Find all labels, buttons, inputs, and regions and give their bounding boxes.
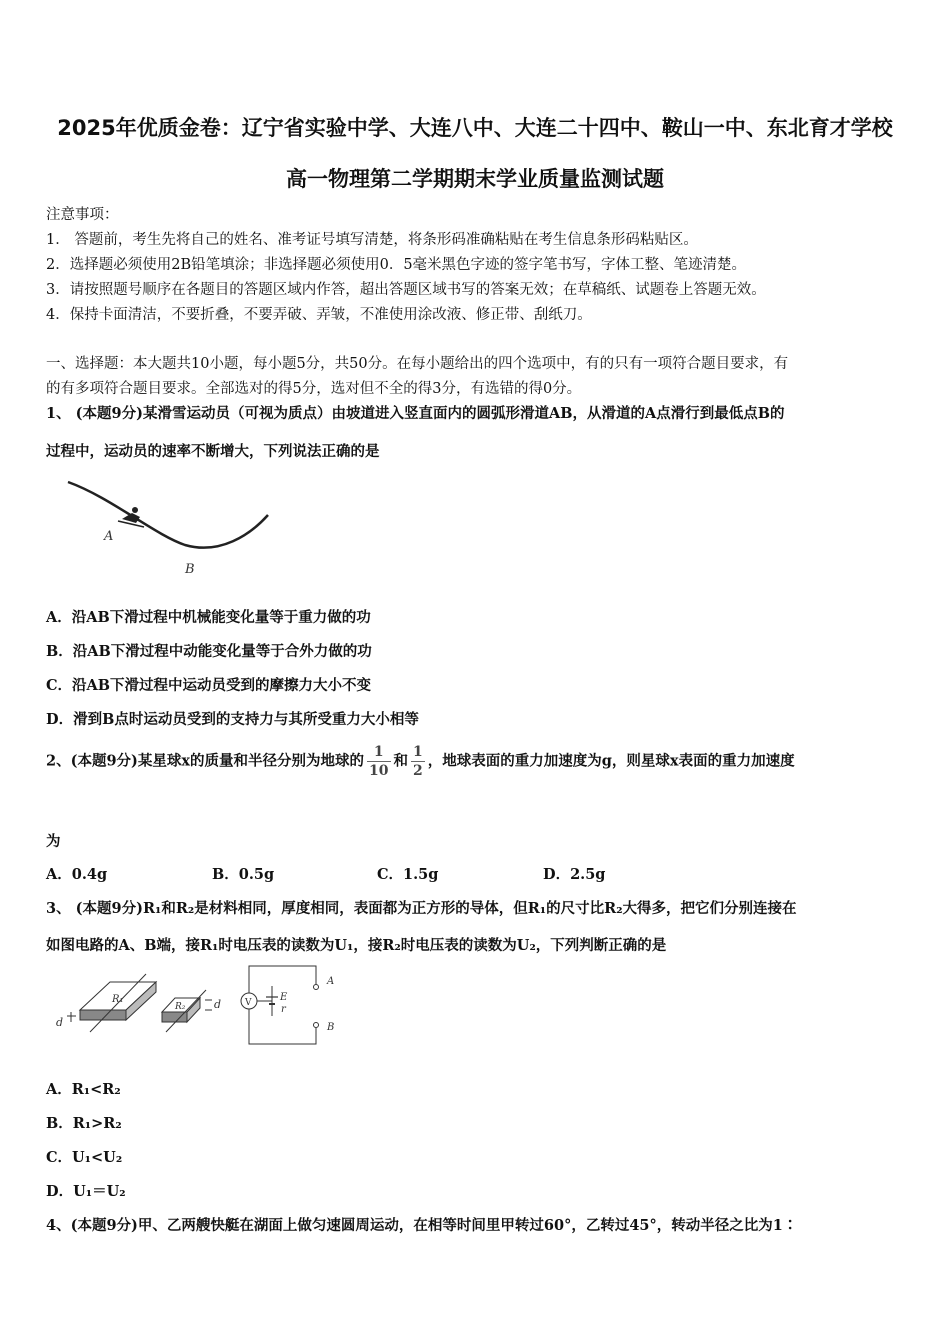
q2-frac1-den: 10 [369,763,389,779]
emf-label: E [280,992,288,1003]
exam-title-line1: 2025年优质金卷：辽宁省实验中学、大连八中、大连二十四中、鞍山一中、东北育才学校 [57,116,893,140]
q2-stem-line2: 为 [46,833,61,850]
notice-heading: 注意事项： [46,207,119,223]
q2-fraction-radius [411,743,425,780]
q1-option-d[interactable]: D．滑到B点时运动员受到的支持力与其所受重力大小相等 [46,711,419,728]
r1-conductor [80,974,156,1032]
q1-option-a[interactable]: A．沿AB下滑过程中机械能变化量等于重力做的功 [46,609,371,626]
q3-stem-line2: 如图电路的A、B端，接R₁时电压表的读数为U₁，接R₂时电压表的读数为U₂，下列判断正确的是 [46,937,667,954]
q2-option-b[interactable]: B．0.5g [212,866,275,883]
q2-frac2-num: 1 [413,744,423,760]
notice-item-1: 1． 答题前，考生先将自己的姓名、准考证号填写清楚，将条形码准确粘贴在考生信息条形码粘贴区。 [46,232,698,248]
q1-label-b: B [185,562,195,577]
q2-option-d[interactable]: D．2.5g [543,866,606,883]
exam-title-line2: 高一物理第二学期期末学业质量监测试题 [286,167,664,191]
section1-intro-line2: 的有多项符合题目要求。全部选对的得5分，选对但不全的得3分，有选错的得0分。 [46,381,582,397]
q1-stem-line1: 1、 (本题9分)某滑雪运动员（可视为质点）由坡道进入竖直面内的圆弧形滑道AB，从滑道的A点滑行到最低点B的 [46,405,785,422]
terminal-a [314,985,319,990]
terminal-b-label: B [327,1022,335,1033]
r1-label: R₁ [112,994,124,1005]
q1-ski-slope-figure [60,475,280,580]
q1-stem-line2: 过程中，运动员的速率不断增大，下列说法正确的是 [46,443,380,460]
notice-item-3: 3．请按照题号顺序在各题目的答题区域内作答，超出答题区域书写的答案无效；在草稿纸、试题卷上答题无效。 [46,282,766,298]
section1-intro-line1: 一、选择题：本大题共10小题，每小题5分，共50分。在每小题给出的四个选项中，有的只有一项符合题目要求，有 [46,356,789,372]
voltmeter-label: V [245,998,252,1008]
internal-resistance-label: r [281,1004,286,1015]
d1-label: d [56,1016,64,1029]
q2-frac1-num: 1 [367,743,390,762]
q3-stem-line1: 3、 (本题9分)R₁和R₂是材料相同，厚度相同，表面都为正方形的导体，但R₁的尺寸比R₂大得多，把它们分别连接在 [46,900,797,917]
q2-fraction-mass [367,743,390,780]
q3-option-b[interactable]: B．R₁>R₂ [46,1115,122,1132]
q1-option-b[interactable]: B．沿AB下滑过程中动能变化量等于合外力做的功 [46,643,372,660]
q3-option-a[interactable]: A．R₁<R₂ [46,1081,121,1098]
r2-label: R₂ [175,1002,186,1012]
q3-conductor-circuit-figure [50,960,350,1050]
q3-option-c[interactable]: C．U₁<U₂ [46,1149,123,1166]
q2-and: 和 [393,752,409,770]
q2-stem-prefix: 2、(本题9分)某星球x的质量和半径分别为地球的 [46,752,365,770]
notice-item-4: 4．保持卡面清洁，不要折叠，不要弄破、弄皱，不准使用涂改液、修正带、刮纸刀。 [46,307,592,323]
d2-label: d [214,998,222,1011]
q2-frac2-den: 2 [413,763,423,779]
q2-stem-line1 [46,743,795,780]
notice-item-2: 2．选择题必须使用2B铅笔填涂；非选择题必须使用0．5毫米黑色字迹的签字笔书写，字体工整、笔迹清楚。 [46,257,747,273]
q2-option-c[interactable]: C．1.5g [377,866,439,883]
q1-option-c[interactable]: C．沿AB下滑过程中运动员受到的摩擦力大小不变 [46,677,372,694]
q1-label-a: A [104,529,114,544]
circuit-diagram [241,966,334,1044]
q2-stem-suffix: ，地球表面的重力加速度为g，则星球x表面的重力加速度 [427,752,795,770]
q2-option-a[interactable]: A．0.4g [46,866,108,883]
terminal-b [314,1023,319,1028]
r2-conductor [162,990,206,1032]
q4-stem-line1: 4、(本题9分)甲、乙两艘快艇在湖面上做匀速圆周运动，在相等时间里甲转过60°，乙转过45°，转动半径之比为1∶ [46,1217,798,1234]
q3-option-d[interactable]: D．U₁＝U₂ [46,1183,126,1200]
terminal-a-label: A [327,976,335,987]
